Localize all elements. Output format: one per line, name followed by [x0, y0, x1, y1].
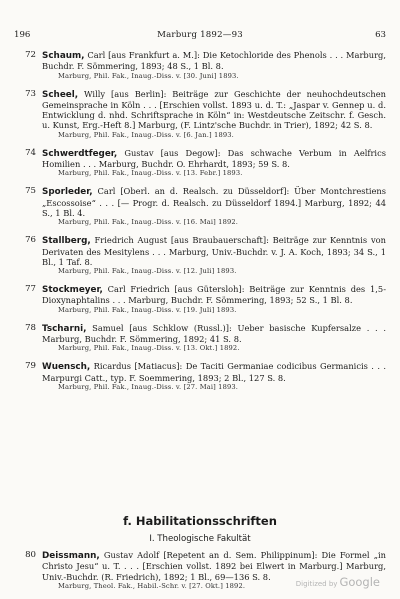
entry-number: 77	[25, 284, 36, 295]
entry-number: 76	[25, 235, 36, 246]
entry-text: Carl Friedrich [aus Gütersloh]: Beiträge zur Kenntnis des 1,5-Dioxynaphtalins . . . Marburg, Buchdr. F. Sömmering, 1893; 52 S., 1 Bl. 8.	[42, 284, 386, 306]
author-name: Schaum,	[42, 51, 85, 61]
author-name: Stockmeyer,	[42, 285, 103, 296]
author-name: Sporleder,	[42, 187, 93, 198]
entry-number: 75	[25, 186, 36, 197]
section-title: f. Habilitationsschriften	[123, 514, 277, 528]
google-watermark	[296, 575, 380, 589]
bibliography-entry	[14, 148, 386, 179]
entry-text: Ricardus [Matiacus]: De Taciti Germaniae codicibus Germanicis . . . Marpurgi Catt., typ. F. Soemmering, 1893; 2 Bl., 127 S. 8.	[42, 361, 386, 383]
author-name: Tscharni,	[42, 323, 87, 334]
entry-note: Marburg, Phil. Fak., Inaug.-Diss. v. [19. Juli] 1893.	[58, 305, 237, 314]
bibliography-entry	[14, 89, 386, 140]
entry-number: 74	[25, 147, 36, 158]
entry-text: Friedrich August [aus Braubauerschaft]: Beiträge zur Kenntnis von Derivaten des Mesitylens . . . Marburg, Univ.-Buchdr. v. J. A. Koch, 1893; 34 S., 1 Bl., 1 Taf. 8.	[42, 235, 386, 267]
entry-text: Carl [Oberl. an d. Realsch. zu Düsseldorf]: Über Montchrestiens „Escossoise“ . . . [— Progr. d. Realsch. zu Düsseldorf 1894.] Marburg, 1892; 44 S., 1 Bl. 4.	[42, 186, 386, 218]
entry-note: Marburg, Phil. Fak., Inaug.-Diss. v. [16. Mai] 1892.	[58, 218, 239, 227]
entry-text: Gustav [aus Degow]: Das schwache Verbum in Aelfrics Homilien . . . Marburg, Buchdr. O. Ehrhardt, 1893; 59 S. 8.	[42, 147, 386, 170]
bibliography-entry	[14, 284, 386, 315]
entry-note: Marburg, Phil. Fak., Inaug.-Diss. v. [13. Febr.] 1893.	[58, 169, 243, 178]
entry-text: Carl [aus Frankfurt a. M.]: Die Ketochloride des Phenols . . . Marburg, Buchdr. F. Sömmering, 1893; 48 S., 1 Bl. 8.	[42, 50, 386, 72]
entry-text: Samuel [aus Schklow (Russl.)]: Ueber basische Kupfersalze . . . Marburg, Buchdr. F. Sömmering, 1892; 41 S. 8.	[42, 322, 386, 345]
author-name: Scheel,	[42, 89, 79, 100]
entry-number: 79	[25, 361, 36, 372]
entry-number: 78	[25, 322, 36, 333]
running-title: Marburg 1892—93	[157, 30, 243, 40]
entry-note: Marburg, Phil. Fak., Inaug.-Diss. v. [13. Okt.] 1892.	[58, 344, 240, 353]
header-right-number: 63	[375, 30, 386, 40]
page-number: 196	[14, 30, 31, 40]
entry-number: 80	[25, 550, 36, 560]
bibliography-entry	[14, 235, 386, 276]
entry-note: Marburg, Phil. Fak., Inaug.-Diss. v. [6. Jan.] 1893.	[58, 130, 234, 139]
bibliography-entry	[14, 361, 386, 392]
bibliography-entry	[14, 186, 386, 227]
running-header	[14, 30, 386, 42]
entry-list	[14, 50, 386, 400]
entry-number: 73	[25, 88, 36, 99]
author-name: Stallberg,	[42, 236, 91, 247]
author-name: Schwerdtfeger,	[42, 148, 118, 159]
author-name: Deissmann,	[42, 551, 100, 561]
digitized-by-label: Digitized by	[295, 580, 338, 588]
entry-note: Marburg, Phil. Fak., Inaug.-Diss. v. [12. Juli] 1893.	[58, 267, 237, 276]
author-name: Wuensch,	[42, 362, 91, 373]
bibliography-entry	[14, 50, 386, 81]
entry-number: 72	[25, 50, 36, 60]
entry-note: Marburg, Phil. Fak., Inaug.-Diss. v. [30. Juni] 1893.	[58, 71, 239, 80]
section-subtitle: I. Theologische Fakultät	[149, 534, 251, 544]
entry-text: Willy [aus Berlin]: Beiträge zur Geschichte der neuhochdeutschen Gemeinsprache in Köln . . . [Erschien vollst. 1893 u. d. T.: „Jaspar v. Gennep u. d. Entwicklung d. nhd. Schriftsprache in Köln“ in: Westdeutsche Zeitschr. f. Gesch. u. Kunst, Erg.-Heft 8.] Marburg, (F. Lintz'sche Buchdr. in Trier), 1892; 42 S. 8.	[42, 88, 386, 131]
google-wordmark: Google	[339, 575, 380, 589]
entry-note: Marburg, Phil. Fak., Inaug.-Diss. v. [27. Mai] 1893.	[58, 382, 239, 391]
entry-text: Gustav Adolf [Repetent an d. Sem. Philippinum]: Die Formel „in Christo Jesu“ u. T. . . . [Erschien vollst. 1892 bei Elwert in Marburg.] Marburg, Univ.-Buchdr. (R. Friedrich), 1892; 1 Bl., 69—136 S. 8.	[42, 550, 386, 582]
bibliography-entry	[14, 323, 386, 354]
entry-note: Marburg, Theol. Fak., Habil.-Schr. v. [27. Okt.] 1892.	[58, 581, 246, 590]
